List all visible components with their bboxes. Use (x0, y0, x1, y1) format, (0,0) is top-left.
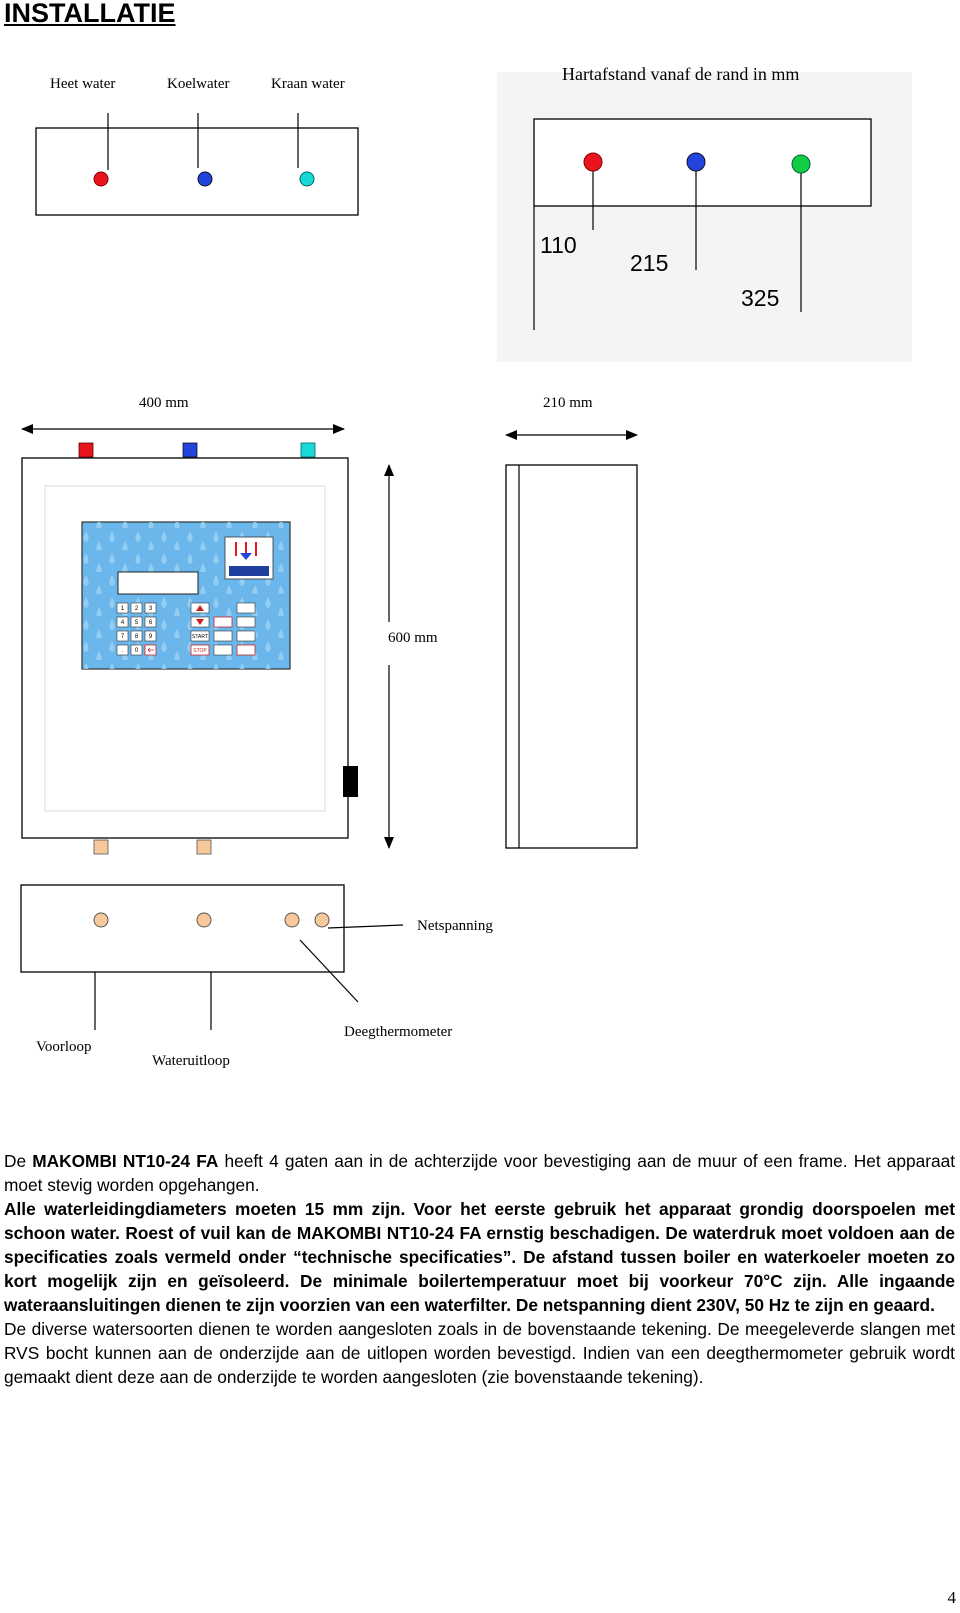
control-panel (82, 522, 290, 669)
bottom-view-box (21, 885, 403, 1030)
distance-110: 110 (540, 232, 577, 258)
body-text (4, 1149, 955, 1389)
top-view-box (36, 113, 358, 215)
label-voorloop: Voorloop (36, 1039, 92, 1055)
cold-water-connector (198, 172, 212, 186)
key-8: 8 (134, 634, 139, 640)
label-netspanning: Netspanning (417, 918, 493, 934)
key-4: 4 (120, 620, 125, 626)
distance-215: 215 (630, 250, 669, 276)
page-heading: INSTALLATIE (4, 0, 176, 28)
distance-panel (497, 72, 912, 362)
label-kraan-water: Kraan water (271, 76, 345, 92)
key-dot: . (121, 648, 124, 654)
blue-connector (687, 153, 705, 171)
key-1: 1 (120, 606, 125, 612)
label-width: 400 mm (139, 395, 189, 411)
label-koelwater: Koelwater (167, 76, 230, 92)
key-2: 2 (134, 606, 139, 612)
key-0: 0 (134, 648, 139, 654)
key-stop: STOP (193, 648, 207, 654)
key-9: 9 (148, 634, 153, 640)
red-connector (584, 153, 602, 171)
distance-325: 325 (741, 285, 780, 311)
key-6: 6 (148, 620, 153, 626)
key-start: START (192, 634, 208, 640)
label-wateruitloop: Wateruitloop (152, 1053, 230, 1069)
label-heet-water: Heet water (50, 76, 116, 92)
paragraph-1: De MAKOMBI NT10-24 FA heeft 4 gaten aan in de achterzijde voor bevestiging aan de muur of een frame. Het apparaat moet stevig worden opgehangen. (4, 1151, 955, 1195)
page-number: 4 (947, 1588, 956, 1607)
hot-water-connector (94, 172, 108, 186)
label-depth: 210 mm (543, 395, 593, 411)
label-deegthermometer: Deegthermometer (344, 1024, 453, 1040)
tap-water-connector (300, 172, 314, 186)
key-3: 3 (148, 606, 153, 612)
panel-display (118, 572, 198, 594)
label-height: 600 mm (388, 630, 438, 646)
key-5: 5 (134, 620, 139, 626)
green-connector (792, 155, 810, 173)
paragraph-3: De diverse watersoorten dienen te worden aangesloten zoals in de bovenstaande tekening. De meegeleverde slangen met RVS bocht kunnen aan de onderzijde aan de uitlopen worden bevestigd. Indien van een deegthermometer gebruik wordt gemaakt dient deze aan de onderzijde te worden aangesloten (zie bovenstaande tekening). (4, 1319, 955, 1387)
side-view-cabinet (506, 465, 637, 848)
label-hartafstand: Hartafstand vanaf de rand in mm (562, 64, 800, 84)
paragraph-2: Alle waterleidingdiameters moeten 15 mm zijn. Voor het eerste gebruik het apparaat grondig doorspoelen met schoon water. Roest of vuil kan de MAKOMBI NT10-24 FA ernstig beschadigen. De waterdruk moet voldoen aan de specificaties zoals vermeld onder “technische specificaties”. De afstand tussen boiler en waterkoeler moeten zo kort mogelijk zijn en geïsoleerd. De minimale boilertemperatuur moet bij voorkeur 70°C zijn. Alle ingaande wateraansluitingen dienen te zijn voorzien van een waterfilter. De netspanning dient 230V, 50 Hz te zijn en geaard. (4, 1199, 955, 1315)
key-7: 7 (120, 634, 125, 640)
